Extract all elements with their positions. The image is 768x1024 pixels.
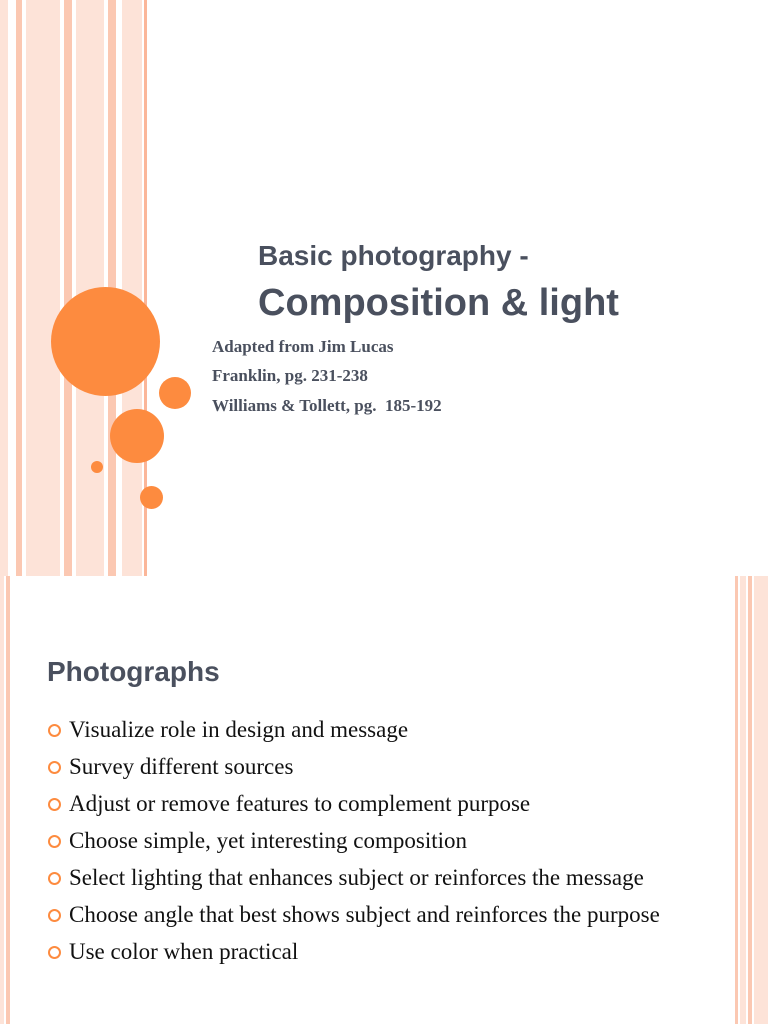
circle-bullet-icon: [48, 798, 61, 811]
decorative-stripe: [122, 0, 142, 576]
decorative-stripe: [754, 576, 768, 1024]
circle-bullet-icon: [48, 724, 61, 737]
subtitle-line: Adapted from Jim Lucas: [212, 337, 394, 356]
circle-bullet-icon: [48, 872, 61, 885]
list-item: [0, 936, 680, 968]
decorative-circle: [140, 486, 163, 509]
list-item-text: Choose simple, yet interesting composition: [69, 828, 467, 853]
bullet-list: [0, 714, 680, 973]
list-item-text: Survey different sources: [69, 754, 294, 779]
list-item: [0, 825, 680, 857]
circle-bullet-icon: [48, 946, 61, 959]
title-line-1: Basic photography -: [258, 240, 529, 271]
list-item: [0, 714, 680, 746]
list-item: [0, 751, 680, 783]
list-item-text: Visualize role in design and message: [69, 717, 409, 742]
circle-bullet-icon: [48, 909, 61, 922]
content-slide: [0, 576, 768, 1024]
circle-bullet-icon: [48, 761, 61, 774]
title-line-2: Composition & light: [258, 282, 619, 324]
decorative-stripe: [740, 576, 746, 1024]
slide-heading: Photographs: [47, 656, 220, 687]
list-item: [0, 899, 680, 931]
decorative-stripe: [735, 576, 738, 1024]
circle-bullet-icon: [48, 835, 61, 848]
decorative-circle: [110, 409, 164, 463]
list-item: [0, 862, 680, 894]
decorative-circle: [159, 377, 191, 409]
decorative-stripe: [26, 0, 60, 576]
decorative-stripe: [16, 0, 22, 576]
decorative-stripe: [748, 576, 752, 1024]
subtitle-line: Franklin, pg. 231-238: [212, 366, 368, 385]
subtitle-line: Williams & Tollett, pg. 185-192: [212, 396, 442, 415]
list-item-text: Adjust or remove features to complement purpose: [69, 791, 531, 816]
decorative-stripe: [0, 0, 8, 576]
list-item-text: Select lighting that enhances subject or reinforces the message: [69, 865, 644, 890]
decorative-stripe: [64, 0, 72, 576]
list-item: [0, 788, 680, 820]
list-item-text: Use color when practical: [69, 939, 299, 964]
decorative-circle-small: [91, 461, 103, 473]
decorative-circle-large: [51, 287, 160, 396]
list-item-text: Choose angle that best shows subject and reinforces the purpose: [69, 902, 660, 927]
